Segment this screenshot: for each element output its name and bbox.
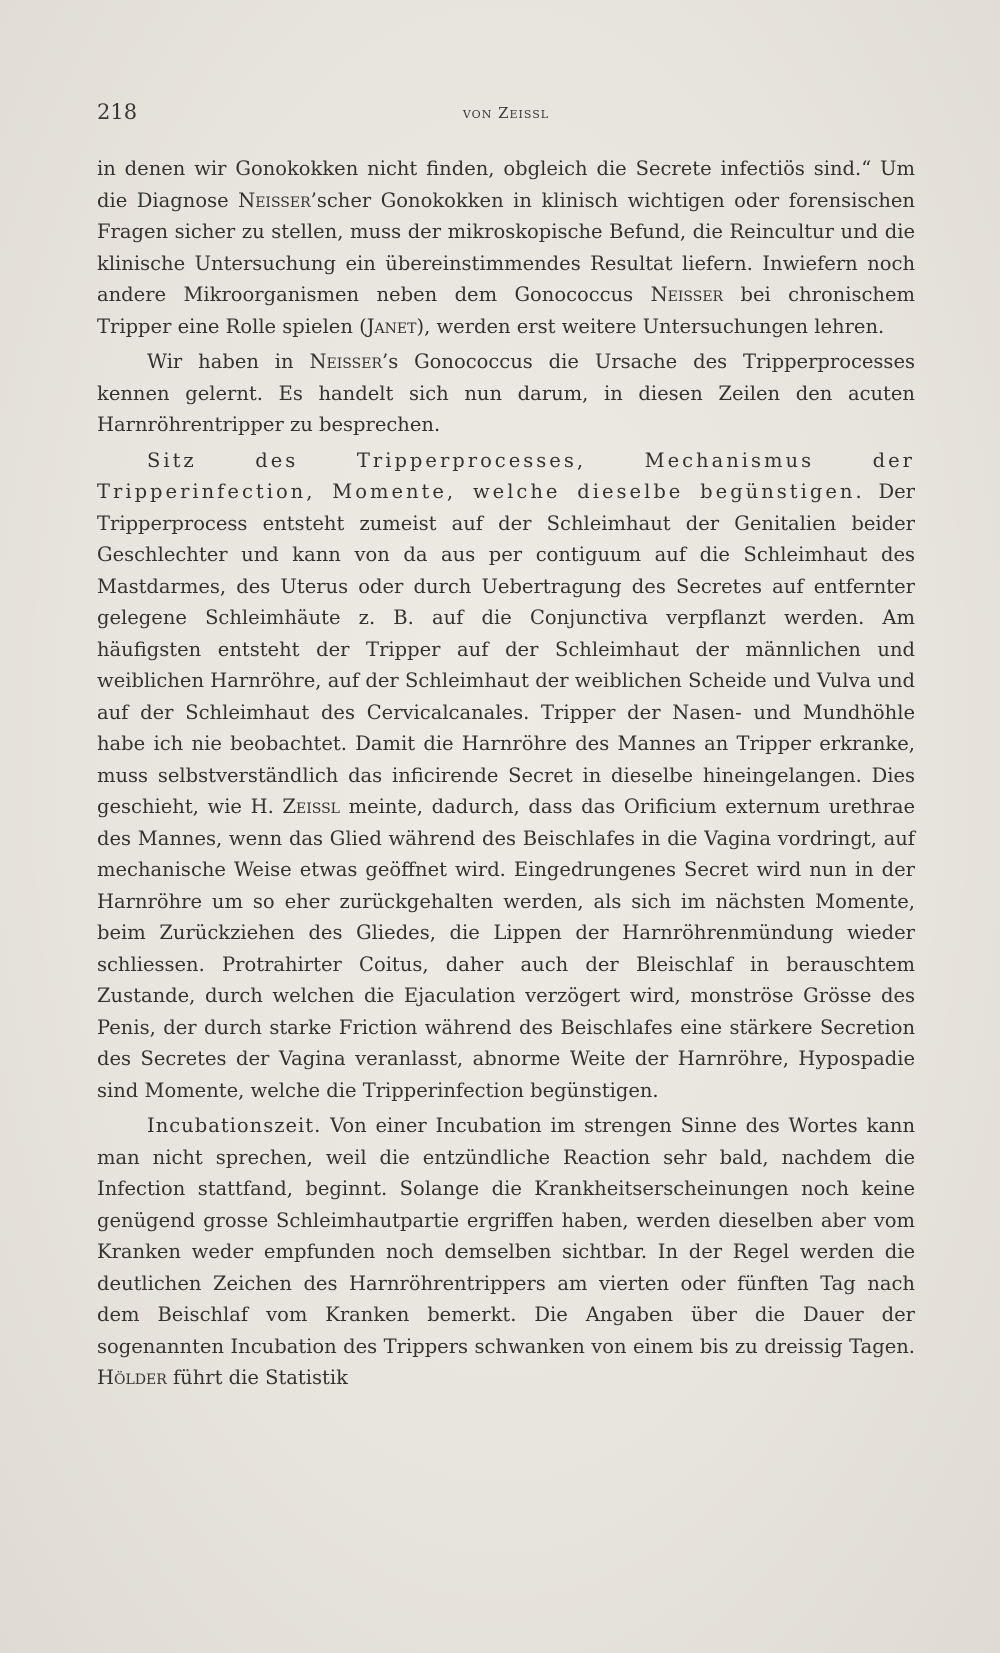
paragraph-4 [97,1110,915,1394]
text-segment: führt die Statistik [166,1366,348,1389]
text-segment: Von einer Incubation im strengen Sinne des Wortes kann man nicht sprechen, weil die entzündliche Reaction sehr bald, nachdem die Infection stattfand, beginnt. Solange die Krankheitserscheinungen noch keine genügend grosse Schleimhautpartie ergriffen haben, werden dieselben aber vom Kranken weder empfunden noch demselben sichtbar. In der Regel werden die deutlichen Zeichen des Harnröhrentrippers am vierten oder fünften Tag nach dem Beischlaf vom Kranken bemerkt. Die Angaben über die Dauer der sogenannten Incubation des Trippers schwanken von einem bis zu dreissig Tagen. [97,1114,915,1358]
page-number: 218 [97,100,138,124]
author-name: Janet [366,314,417,338]
author-name: Zeissl [282,795,340,818]
text-segment: ’scher Gonokokken in klinisch wichtigen oder forensischen Fragen sicher zu stellen, muss der mikroskopische Befund, die Reincultur und die klinische Untersuchung ein übereinstimmendes Resultat liefern. Inwiefern noch andere Mikroorganismen neben dem Gonococcus [97,188,915,306]
author-name: Hölder [97,1366,167,1389]
author-name: Neisser [238,188,311,212]
author-name: Neisser [650,283,724,306]
text-segment: in denen wir Gonokokken nicht finden, obgleich die Secrete infectiös sind.“ Um die Diagnose [97,157,915,212]
paragraph-2 [97,346,915,441]
text-segment: ’s Gonococcus die Ursache des Tripperprocesses kennen gelernt. Es handelt sich nun darum, in diesen Zeilen den acuten Harnröhrentripper zu besprechen. [97,350,915,436]
section-heading: Sitz des Tripperprocesses, Mechanismus der Tripperinfection, Momente, welche dieselbe begünstigen. [97,448,915,503]
author-name: Neisser [309,350,382,373]
paragraph-3 [97,445,915,1107]
text-segment: Der Tripperprocess entsteht zumeist auf der Schleimhaut der Genitalien beider Geschlechter und kann von da aus per contiguum auf die Schleimhaut des Mastdarmes, des Uterus oder durch Uebertragung des Secretes auf entfernter gelegene Schleimhäute z. B. auf die Conjunctiva verpflanzt werden. Am häufigsten entsteht der Tripper auf der Schleimhaut der männlichen und weiblichen Harnröhre, auf der Schleimhaut der weiblichen Scheide und Vulva und auf der Schleimhaut des Cervicalcanales. Tripper der Nasen- und Mundhöhle habe ich nie beobachtet. Damit die Harnröhre des Mannes an Tripper erkranke, muss selbstverständlich das inficirende Secret in dieselbe hineingelangen. Dies geschieht, wie H. [97,480,915,818]
section-heading: Incubationszeit. [147,1114,322,1137]
text-segment: ), werden erst weitere Untersuchungen lehren. [416,314,885,338]
text-segment: meinte, dadurch, dass das Orificium externum urethrae des Mannes, wenn das Glied während des Beischlafes in die Vagina vordringt, auf mechanische Weise etwas geöffnet wird. Eingedrungenes Secret wird nun in der Harnröhre um so eher zurückgehalten werden, als sich im nächsten Momente, beim Zurückziehen des Gliedes, die Lippen der Harnröhrenmündung wieder schliessen. Protrahirter Coitus, daher auch der Bleischlaf in berauschtem Zustande, durch welchen die Ejaculation verzögert wird, monströse Grösse des Penis, der durch starke Friction während des Beischlafes eine stärkere Secretion des Secretes der Vagina veranlasst, abnorme Weite der Harnröhre, Hypospadie sind Momente, welche die Tripperinfection begünstigen. [97,795,915,1102]
text-segment: Wir haben in [147,350,310,373]
page-header [97,100,915,130]
running-head: von Zeissl [462,104,550,122]
body-text [97,153,915,1398]
text-segment: bei chronischem Tripper eine Rolle spielen ( [97,283,915,338]
paragraph-1 [97,153,915,342]
